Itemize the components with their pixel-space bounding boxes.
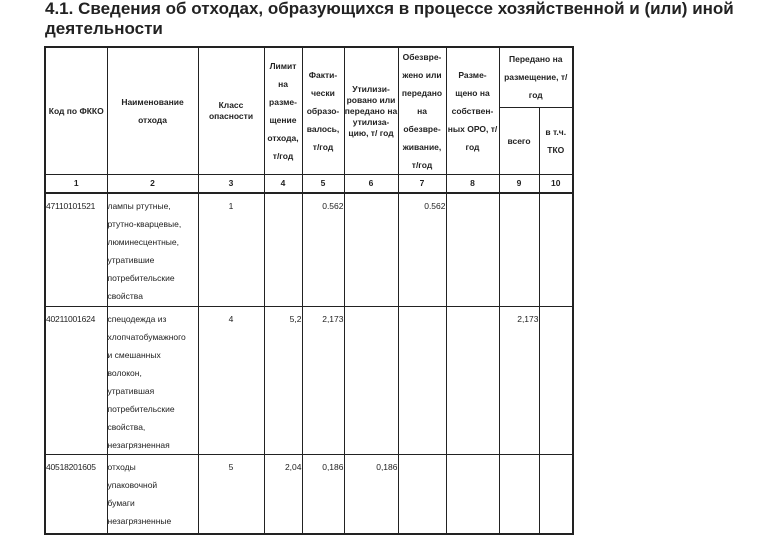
name-line: потребительские — [107, 403, 175, 414]
cell-total: 2,173 — [499, 306, 539, 454]
column-numbers-row — [45, 175, 573, 194]
name-line: и смешанных — [107, 349, 161, 360]
header-neutralized: Обезвре- жено или передано на обезвре- живание, т/год — [398, 47, 446, 175]
name-line: ртутно-кварцевые, — [107, 219, 182, 229]
name-line: бумаги — [107, 497, 135, 508]
table-row — [45, 306, 573, 454]
name-line: хлопчатобумажного — [107, 331, 186, 342]
header-actual: Факти- чески образо- валось, т/год — [302, 47, 344, 175]
column-number: 3 — [198, 175, 264, 194]
cell-code: 40518201605 — [45, 454, 107, 534]
name-line: утратившая — [107, 385, 155, 396]
name-line: отходы — [107, 461, 136, 472]
table-row — [45, 193, 573, 306]
header-incl-tko: в т.ч. ТКО — [539, 107, 573, 174]
name-line: свойства, — [107, 421, 146, 432]
cell-code: 47110101521 — [45, 193, 107, 306]
header-hazard-class: Класс опасности — [198, 47, 264, 175]
waste-table — [44, 46, 574, 535]
cell-name — [107, 306, 198, 454]
cell-actual: 0.562 — [302, 193, 344, 306]
column-number: 5 — [302, 175, 344, 194]
column-number: 9 — [499, 175, 539, 194]
cell-utilized: 0,186 — [344, 454, 398, 534]
cell-neutralized — [398, 306, 446, 454]
cell-neutralized — [398, 454, 446, 534]
cell-hazard-class: 1 — [198, 193, 264, 306]
header-name: Наименование отхода — [107, 47, 198, 175]
cell-limit — [264, 193, 302, 306]
cell-neutralized: 0.562 — [398, 193, 446, 306]
name-line: лампы ртутные, — [107, 201, 171, 211]
name-line: свойства — [107, 291, 143, 301]
cell-actual: 2,173 — [302, 306, 344, 454]
cell-own-oro — [446, 193, 499, 306]
cell-total — [499, 193, 539, 306]
cell-incl-tko — [539, 193, 573, 306]
column-number: 7 — [398, 175, 446, 194]
cell-actual: 0,186 — [302, 454, 344, 534]
name-line: спецодежда из — [107, 313, 167, 324]
cell-incl-tko — [539, 454, 573, 534]
cell-name — [107, 193, 198, 306]
cell-own-oro — [446, 454, 499, 534]
cell-total — [499, 454, 539, 534]
header-code: Код по ФККО — [45, 47, 107, 175]
cell-name — [107, 454, 198, 534]
name-line: утратившие — [107, 255, 155, 265]
name-line: люминесцентные, — [107, 237, 179, 247]
name-line: незагрязненная — [107, 439, 170, 450]
section-heading: 4.1. Сведения об отходах, образующихся в процессе хозяйственной и (или) иной деятельности — [45, 0, 734, 38]
cell-limit: 5,2 — [264, 306, 302, 454]
cell-incl-tko — [539, 306, 573, 454]
header-utilized: Утилизи- ровано или передано на утилиза- цию, т/ год — [344, 47, 398, 175]
header-row — [45, 47, 573, 107]
column-number: 1 — [45, 175, 107, 194]
header-transferred: Передано на размещение, т/ год — [499, 47, 573, 107]
header-own-oro: Разме- щено на собствен- ных ОРО, т/год — [446, 47, 499, 175]
cell-own-oro — [446, 306, 499, 454]
column-number: 6 — [344, 175, 398, 194]
name-line: волокон, — [107, 367, 142, 378]
cell-limit: 2,04 — [264, 454, 302, 534]
column-number: 10 — [539, 175, 573, 194]
name-line: потребительские — [107, 273, 175, 283]
header-limit: Лимит на разме- щение отхода, т/год — [264, 47, 302, 175]
cell-code: 40211001624 — [45, 306, 107, 454]
header-total: всего — [499, 107, 539, 174]
table-row — [45, 454, 573, 534]
cell-utilized — [344, 306, 398, 454]
name-line: незагрязненные — [107, 515, 172, 526]
cell-utilized — [344, 193, 398, 306]
column-number: 2 — [107, 175, 198, 194]
name-line: упаковочной — [107, 479, 158, 490]
column-number: 8 — [446, 175, 499, 194]
column-number: 4 — [264, 175, 302, 194]
cell-hazard-class: 5 — [198, 454, 264, 534]
cell-hazard-class: 4 — [198, 306, 264, 454]
